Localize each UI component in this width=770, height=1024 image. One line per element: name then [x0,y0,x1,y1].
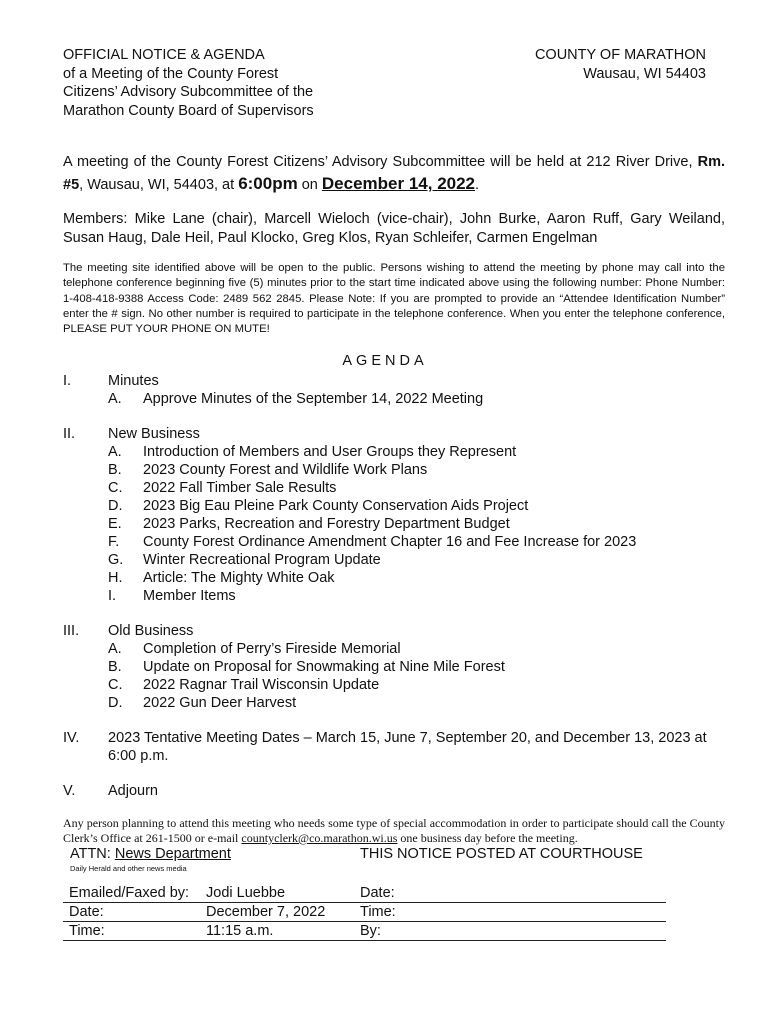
item-letter: I. [108,588,117,604]
section-number: V. [63,783,76,799]
item-text: Completion of Perry’s Fireside Memorial [143,641,401,657]
section-title: Minutes [108,373,159,389]
attn-department: News Department [114,846,231,862]
meeting-date: December 14, 2022 [321,174,476,193]
table-cell: Emailed/Faxed by: [69,885,190,901]
item-letter: C. [108,677,123,693]
accommodation-text: Any person planning to attend this meeting who needs some type of special accommodation in order to participate should call the County Clerk’s Office at 261-1500 or e-mail [63,816,725,845]
item-text: Approve Minutes of the September 14, 2022 Meeting [143,391,484,407]
attn-label: ATTN: [70,846,115,862]
intro-text: . [475,177,480,193]
phone-notice: The meeting site identified above will be open to the public. Persons wishing to attend the meeting by phone may call into the telephone conference beginning five (5) minutes prior to the start time indicated above using the following number: Phone Number: 1-408-418-9388 Access Code: 2489 562 2845. Please Note: If you are prompted to provide an “Attendee Identification Number” enter the # sign. No other number is required to participate in the telephone conference. When you enter the telephone conference, PLEASE PUT YOUR PHONE ON MUTE! [63,262,725,336]
members-list: Members: Mike Lane (chair), Marcell Wieloch (vice-chair), John Burke, Aaron Ruff, Gary Weiland, Susan Haug, Dale Heil, Paul Klocko, Greg Klos, Ryan Schleifer, Carmen Engelman [63,211,725,246]
table-cell: Jodi Luebbe [206,885,286,901]
table-row [63,884,666,903]
posting-table [63,884,666,941]
item-letter: A. [108,391,122,407]
item-text: Article: The Mighty White Oak [143,570,335,586]
item-text: 2022 Gun Deer Harvest [143,695,297,711]
clerk-email-link[interactable]: countyclerk@co.marathon.wi.us [241,831,398,845]
table-cell: 11:15 a.m. [206,923,274,939]
table-cell: December 7, 2022 [206,904,326,920]
item-text: 2023 Parks, Recreation and Forestry Department Budget [143,516,510,532]
section-number: II. [63,426,76,442]
item-text: Introduction of Members and User Groups they Represent [143,444,517,460]
attn-line [70,846,231,862]
item-letter: F. [108,534,120,550]
section-number: IV. [63,730,80,746]
item-letter: B. [108,659,122,675]
intro-text: A meeting of the County Forest Citizens’ Advisory Subcommittee will be held at 212 River Drive, [63,154,693,170]
item-letter: A. [108,641,122,657]
section-number: I. [63,373,72,389]
header-left [63,46,314,120]
header-left-line: Citizens’ Advisory Subcommittee of the [63,84,314,100]
table-cell: Date: [360,885,395,901]
county-address: Wausau, WI 54403 [583,65,706,82]
county-name: COUNTY OF MARATHON [534,47,706,63]
agenda-title: AGENDA [342,353,428,369]
item-letter: A. [108,444,122,460]
table-row [63,903,666,922]
item-letter: G. [108,552,124,568]
item-text: 2022 Fall Timber Sale Results [143,480,337,496]
section-title: Old Business [108,623,194,639]
header-left-line: of a Meeting of the County Forest [63,65,279,82]
item-letter: D. [108,695,123,711]
accommodation-notice [63,816,725,846]
table-cell: Time: [69,923,105,939]
header-right [535,46,706,83]
media-note: Daily Herald and other news media [70,864,187,873]
item-text: Update on Proposal for Snowmaking at Nine Mile Forest [143,659,505,675]
item-letter: E. [108,516,122,532]
table-cell: Time: [360,904,396,920]
section-title: Adjourn [108,783,158,799]
item-letter: B. [108,462,122,478]
section-title: New Business [108,426,200,442]
meeting-time: 6:00pm [238,174,298,193]
intro-text: on [297,177,322,193]
posted-notice: THIS NOTICE POSTED AT COURTHOUSE [360,846,643,862]
item-text: 2023 County Forest and Wildlife Work Plans [143,462,428,478]
item-text: Winter Recreational Program Update [143,552,381,568]
item-text: 2022 Ragnar Trail Wisconsin Update [143,677,380,693]
item-letter: C. [108,480,123,496]
meeting-room: Rm. #5 [63,154,725,193]
table-cell: By: [360,923,381,939]
table-cell: Date: [69,904,104,920]
header-left-line: OFFICIAL NOTICE & AGENDA [63,47,265,63]
item-text: County Forest Ordinance Amendment Chapter 16 and Fee Increase for 2023 [143,534,637,550]
item-text: Member Items [143,588,236,604]
item-text: 2023 Big Eau Pleine Park County Conservation Aids Project [143,498,529,514]
item-letter: D. [108,498,123,514]
item-letter: H. [108,570,123,586]
section-title: 2023 Tentative Meeting Dates – March 15, June 7, September 20, and December 13, 2023 at 6:00 p.m. [108,730,707,764]
section-number: III. [63,623,80,639]
accommodation-text: one business day before the meeting. [397,831,578,845]
intro-text: , Wausau, WI, 54403, at [79,177,239,193]
header-left-line: Marathon County Board of Supervisors [63,102,314,119]
meeting-intro [63,152,725,196]
table-row [63,922,666,941]
